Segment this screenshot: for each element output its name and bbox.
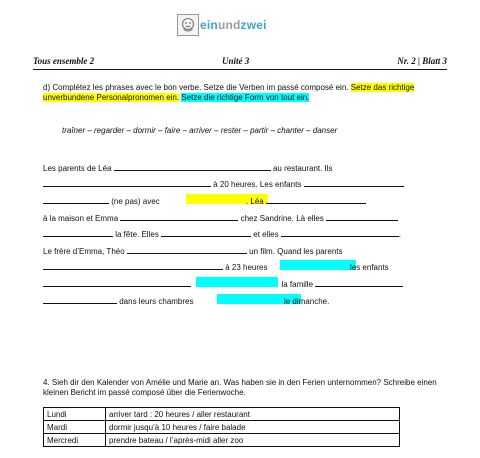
cloze-text: le dimanche. [283,297,330,306]
logo-text-zwei: zwei [240,18,267,32]
answer-blank[interactable] [43,178,211,187]
answer-blank[interactable] [127,245,247,254]
cloze-text: la fête. Elles [115,230,159,239]
calendar-day: Lundi [44,408,106,421]
answer-blank[interactable] [43,261,223,270]
header-sheet-number: Nr. 2 | Blatt 3 [397,56,447,66]
cloze-text: . Léa [245,197,264,206]
cloze-line-4 [43,212,398,224]
answer-blank[interactable] [43,228,113,237]
cloze-text: Les parents de Léa [43,164,112,173]
table-row [44,421,400,434]
cloze-text: dans leurs chambres [119,297,194,306]
logo-face-icon [177,14,199,36]
instruction-french: d) Complétez les phrases avec le bon verbe. Setze die Verben im passé composé ein. [43,83,349,92]
instruction-yellow-highlight: Setze das richtige unverbundene Personalpronomen ein. [43,83,415,102]
logo-text-ein: ein [200,18,218,32]
calendar-activity: dormir jusqu’à 10 heures / faire balade [106,421,400,434]
answer-blank[interactable] [43,195,109,204]
logo-text [200,18,267,32]
calendar-activity: arriver tard : 20 heures / aller restaurant [106,408,400,421]
cloze-line-2 [43,178,404,190]
cloze-line-3 [43,195,366,207]
answer-blank[interactable] [304,178,404,187]
answer-blank[interactable] [120,212,238,221]
tout-blank[interactable] [193,279,279,287]
calendar-activity: prendre bateau / l’après-midi aller zoo [106,434,400,447]
table-row [44,408,400,421]
header-book-title: Tous ensemble 2 [33,56,95,66]
exercise-d-instruction [43,83,443,103]
cloze-text: les enfants [349,263,389,272]
calendar-table [43,407,400,447]
cloze-line-8 [43,278,403,290]
logo-text-und: und [217,18,241,32]
cloze-text: chez Sandrine. Là elles [240,214,324,223]
answer-blank[interactable] [114,162,271,171]
exercise-4-instruction: 4. Sieh dir den Kalender von Amélie und Marie an. Was haben sie in den Ferien unternommen? Schreibe einen kleinen Bericht im passé composé über die Ferienwoche. [43,378,437,397]
cloze-text: à 23 heures [225,263,268,272]
cloze-text: au restaurant. Ils [272,164,333,173]
cloze-text: et elles [253,230,279,239]
cloze-line-5: la fête. Elles et elles . [43,228,401,240]
answer-blank[interactable] [43,278,191,287]
tout-blank[interactable] [196,296,282,304]
answer-blank[interactable] [326,212,398,221]
cloze-text: un film. Quand les parents [249,247,343,256]
answer-blank[interactable] [43,295,117,304]
verb-list: traîner – regarder – dormir – faire – arriver – rester – partir – chanter – danser [62,126,338,135]
answer-blank[interactable] [315,278,403,287]
cloze-line-9 [43,295,329,307]
header-unit: Unité 3 [222,56,250,66]
cloze-text: à la maison et Emma [43,214,119,223]
answer-blank[interactable] [266,195,366,204]
tout-blank[interactable] [270,262,348,270]
cloze-text: (ne pas) avec [111,197,160,206]
answer-blank[interactable] [161,228,251,237]
cloze-text: Le frère d’Emma, Théo [43,247,125,256]
worksheet-header [33,54,447,68]
cloze-line-6 [43,245,343,257]
calendar-day: Mardi [44,421,106,434]
calendar-day: Mercredi [44,434,106,447]
instruction-cyan-highlight: Setze die richtige Form von tout ein. [181,93,310,102]
cloze-text: la famille [281,280,314,289]
pronoun-blank[interactable] [162,196,246,204]
cloze-line-7 [43,261,389,273]
answer-blank[interactable] [281,228,399,237]
header-divider [33,69,447,70]
logo [177,14,267,36]
table-row [44,434,400,447]
cloze-line-1 [43,162,333,174]
cloze-text: à 20 heures. Les enfants [213,180,302,189]
